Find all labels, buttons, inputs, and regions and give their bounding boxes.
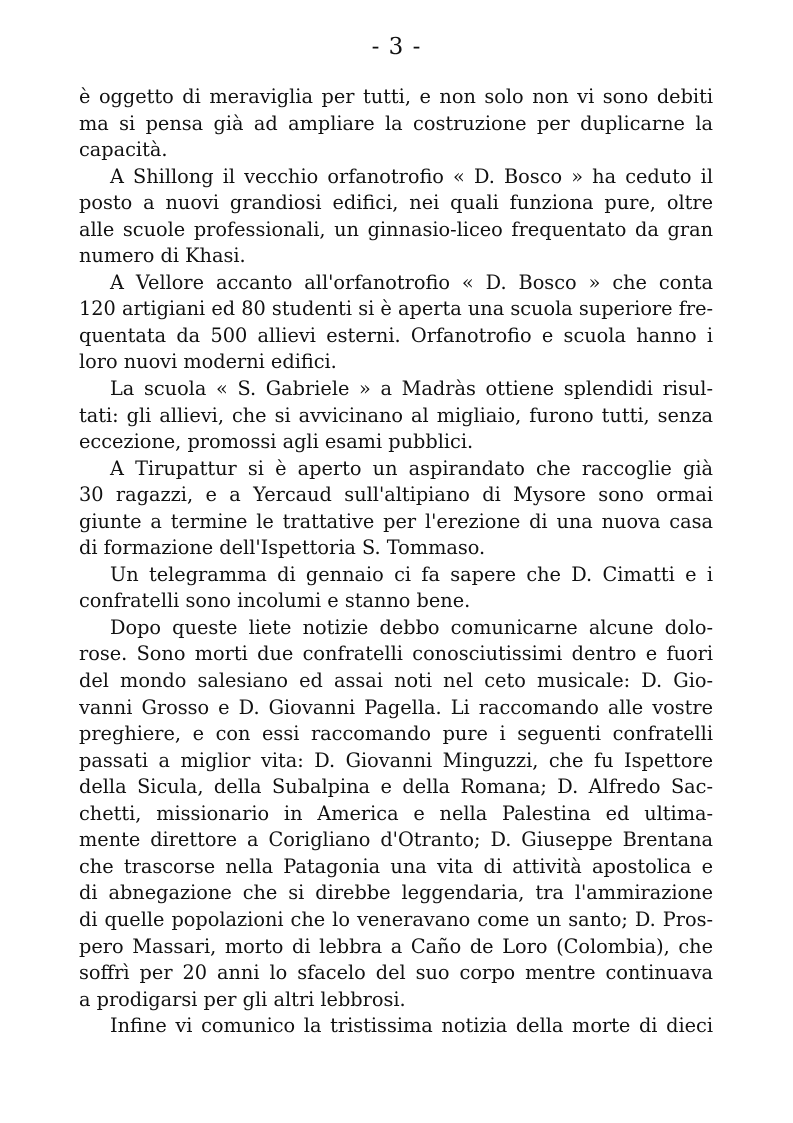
text-line: Dopo queste liete notizie debbo comunicarne alcune dolo-: [110, 615, 713, 639]
text-line: quentata da 500 allievi esterni. Orfanotrofio e scuola hanno i: [79, 323, 713, 347]
text-line: di abnegazione che si direbbe leggendaria, tra l'ammirazione: [79, 881, 713, 905]
body-text: [79, 84, 713, 1040]
text-line: confratelli sono incolumi e stanno bene.: [79, 589, 471, 613]
text-line: vanni Grosso e D. Giovanni Pagella. Li raccomando alle vostre: [79, 695, 713, 719]
text-line: loro nuovi moderni edifici.: [79, 350, 337, 374]
text-line: numero di Khasi.: [79, 244, 246, 268]
text-line: che trascorse nella Patagonia una vita di attività apostolica e: [79, 854, 713, 878]
text-line: è oggetto di meraviglia per tutti, e non solo non vi sono debiti: [79, 85, 713, 108]
text-line: della Sicula, della Subalpina e della Romana; D. Alfredo Sac-: [79, 775, 713, 799]
text-line: Infine vi comunico la tristissima notizia della morte di dieci: [110, 1014, 713, 1038]
text-line: ma si pensa già ad ampliare la costruzione per duplicarne la: [79, 111, 713, 135]
text-line: tati: gli allievi, che si avvicinano al migliaio, furono tutti, senza: [79, 403, 713, 427]
text-line: La scuola « S. Gabriele » a Madràs ottiene splendidi risul-: [110, 377, 713, 401]
text-line: eccezione, promossi agli esami pubblici.: [79, 430, 474, 454]
text-line: preghiere, e con essi raccomando pure i seguenti confratelli: [79, 722, 713, 746]
text-line: capacità.: [79, 138, 168, 162]
text-line: di quelle popolazioni che lo veneravano come un santo; D. Pros-: [79, 907, 713, 931]
text-line: passati a miglior vita: D. Giovanni Minguzzi, che fu Ispettore: [79, 748, 713, 772]
text-line: giunte a termine le trattative per l'erezione di una nuova casa: [79, 509, 713, 533]
text-line: rose. Sono morti due confratelli conosciutissimi dentro e fuori: [79, 642, 713, 666]
text-line: chetti, missionario in America e nella Palestina ed ultima-: [79, 801, 713, 825]
text-line: pero Massari, morto di lebbra a Caño de Loro (Colombia), che: [79, 934, 713, 958]
page-number: - 3 -: [371, 34, 422, 60]
text-line: posto a nuovi grandiosi edifici, nei quali funziona pure, oltre: [79, 191, 713, 215]
text-line: A Tirupattur si è aperto un aspirandato che raccoglie già: [110, 456, 713, 480]
text-line: a prodigarsi per gli altri lebbrosi.: [79, 987, 406, 1011]
text-line: di formazione dell'Ispettoria S. Tommaso.: [79, 536, 486, 560]
text-line: 30 ragazzi, e a Yercaud sull'altipiano di Mysore sono ormai: [79, 483, 713, 507]
text-line: Un telegramma di gennaio ci fa sapere che D. Cimatti e i: [110, 562, 713, 586]
text-line: A Vellore accanto all'orfanotrofio « D. Bosco » che conta: [110, 270, 713, 294]
text-line: 120 artigiani ed 80 studenti si è aperta una scuola superiore fre-: [79, 297, 713, 321]
text-line: A Shillong il vecchio orfanotrofio « D. Bosco » ha ceduto il: [110, 164, 713, 188]
text-line: alle scuole professionali, un ginnasio-liceo frequentato da gran: [79, 217, 713, 241]
text-line: soffrì per 20 anni lo sfacelo del suo corpo mentre continuava: [79, 961, 713, 985]
text-line: mente direttore a Corigliano d'Otranto; D. Giuseppe Brentana: [79, 828, 713, 852]
text-line: del mondo salesiano ed assai noti nel ceto musicale: D. Gio-: [79, 669, 713, 693]
